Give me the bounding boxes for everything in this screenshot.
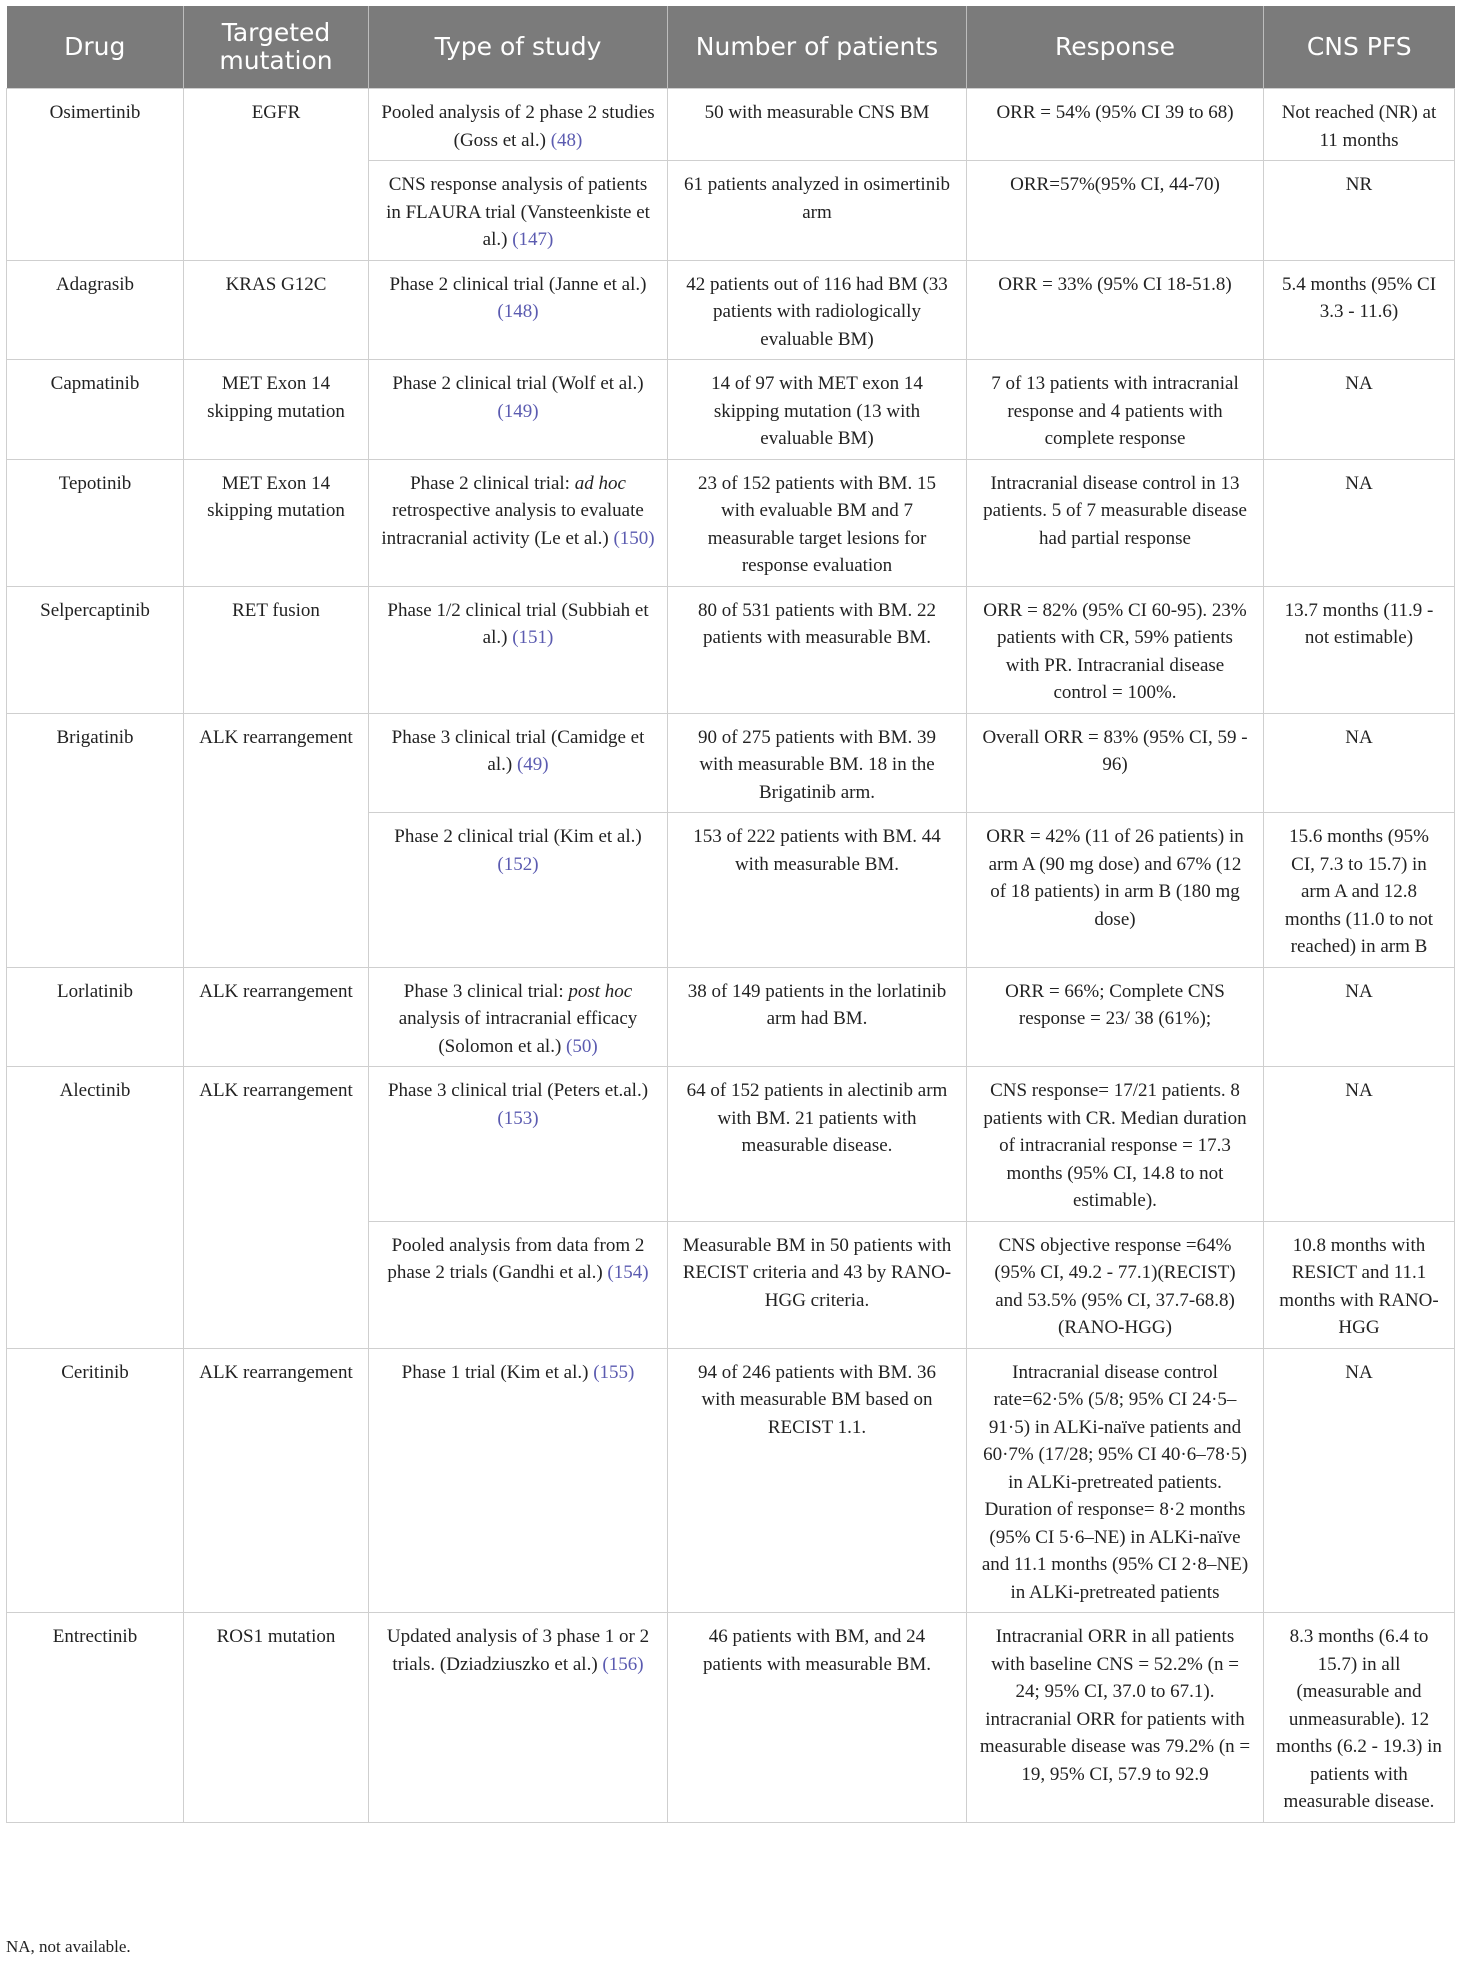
study-text: retrospective analysis to evaluate intracranial activity (Le et al.) (381, 500, 644, 549)
cell-study (369, 1221, 668, 1348)
cell-patients: 153 of 222 patients with BM. 44 with measurable BM. (668, 813, 967, 968)
cell-drug: Tepotinib (7, 459, 184, 586)
cell-response: ORR = 66%; Complete CNS response = 23/ 38 (61%); (967, 967, 1264, 1067)
cell-pfs: NA (1264, 1067, 1455, 1222)
study-text: Pooled analysis from data from 2 phase 2 trials (Gandhi et al.) (387, 1234, 645, 1283)
cell-patients: 46 patients with BM, and 24 patients with measurable BM. (668, 1613, 967, 1823)
study-text: Phase 3 clinical trial: (403, 980, 569, 1002)
study-text: Phase 3 clinical trial (Peters et.al.) (387, 1080, 649, 1101)
study-text: Pooled analysis of 2 phase 2 studies (Goss et al.) (381, 102, 655, 151)
study-text: analysis of intracranial efficacy (Solomon et al.) (398, 1008, 638, 1057)
cell-pfs: NA (1264, 1348, 1455, 1613)
study-text: Phase 2 clinical trial (Wolf et al.) (392, 373, 644, 394)
cell-pfs: 13.7 months (11.9 - not estimable) (1264, 586, 1455, 713)
reference-link[interactable]: (154) (607, 1262, 649, 1283)
cell-pfs: NA (1264, 967, 1455, 1067)
reference-link[interactable]: (152) (497, 853, 539, 875)
cell-study (369, 260, 668, 360)
cell-patients: 80 of 531 patients with BM. 22 patients with measurable BM. (668, 586, 967, 713)
cell-pfs: NA (1264, 459, 1455, 586)
header-row (7, 6, 1455, 89)
cell-pfs: 5.4 months (95% CI 3.3 - 11.6) (1264, 260, 1455, 360)
table-row (7, 713, 1455, 813)
table-row (7, 459, 1455, 586)
cell-mutation: RET fusion (184, 586, 369, 713)
cell-patients: 14 of 97 with MET exon 14 skipping mutation (13 with evaluable BM) (668, 360, 967, 460)
study-text: Phase 1 trial (Kim et al.) (401, 1361, 594, 1383)
cell-mutation: ALK rearrangement (184, 1067, 369, 1349)
cell-study (369, 1348, 668, 1613)
study-text: Phase 3 clinical trial (Camidge et al.) (391, 726, 645, 775)
cell-study (369, 1067, 668, 1222)
table-row (7, 1067, 1455, 1222)
cell-mutation: ROS1 mutation (184, 1613, 369, 1823)
cell-drug: Adagrasib (7, 260, 184, 360)
cell-patients: 23 of 152 patients with BM. 15 with evaluable BM and 7 measurable target lesions for response evaluation (668, 459, 967, 586)
cell-response: Intracranial disease control in 13 patients. 5 of 7 measurable disease had partial response (967, 459, 1264, 586)
header-cns-pfs: CNS PFS (1264, 6, 1455, 89)
cell-mutation: ALK rearrangement (184, 1348, 369, 1613)
reference-link[interactable]: (156) (602, 1653, 644, 1675)
cell-drug: Selpercaptinib (7, 586, 184, 713)
cell-response: ORR = 42% (11 of 26 patients) in arm A (90 mg dose) and 67% (12 of 18 patients) in arm B (180 mg dose) (967, 813, 1264, 968)
reference-link[interactable]: (155) (593, 1361, 635, 1383)
study-text: CNS response analysis of patients in FLAURA trial (Vansteenkiste et al.) (386, 174, 650, 250)
reference-link[interactable]: (150) (613, 527, 655, 549)
header-response: Response (967, 6, 1264, 89)
cell-response: ORR=57%(95% CI, 44-70) (967, 161, 1264, 261)
cell-mutation: ALK rearrangement (184, 967, 369, 1067)
cell-response: Intracranial disease control rate=62·5% (5/8; 95% CI 24·5–91·5) in ALKi-naïve patients and 60·7% (17/28; 95% CI 40·6–78·5) in ALKi-pretreated patients. Duration of response= 8·2 months (95% CI 5·6–NE) in ALKi-naïve and 11.1 months (95% CI 2·8–NE) in ALKi-pretreated patients (967, 1348, 1264, 1613)
cell-mutation: EGFR (184, 89, 369, 261)
cell-pfs: NA (1264, 360, 1455, 460)
cell-pfs: 8.3 months (6.4 to 15.7) in all (measurable and unmeasurable). 12 months (6.2 - 19.3) in patients with measurable disease. (1264, 1613, 1455, 1823)
cell-drug: Ceritinib (7, 1348, 184, 1613)
cell-mutation: ALK rearrangement (184, 713, 369, 967)
cell-response: ORR = 33% (95% CI 18-51.8) (967, 260, 1264, 360)
cell-pfs: 10.8 months with RESICT and 11.1 months with RANO-HGG (1264, 1221, 1455, 1348)
cell-patients: 61 patients analyzed in osimertinib arm (668, 161, 967, 261)
header-drug: Drug (7, 6, 184, 89)
cell-study (369, 89, 668, 161)
header-number-of-patients: Number of patients (668, 6, 967, 89)
cell-patients: 64 of 152 patients in alectinib arm with BM. 21 patients with measurable disease. (668, 1067, 967, 1222)
table-row (7, 1613, 1455, 1823)
study-text: Updated analysis of 3 phase 1 or 2 trials. (Dziadziuszko et al.) (386, 1626, 650, 1675)
reference-link[interactable]: (49) (516, 754, 549, 775)
study-text: Phase 2 clinical trial: (410, 472, 575, 494)
cell-pfs: 15.6 months (95% CI, 7.3 to 15.7) in arm A and 12.8 months (11.0 to not reached) in arm B (1264, 813, 1455, 968)
reference-link[interactable]: (151) (512, 627, 554, 648)
table-footnote: NA, not available. (6, 1937, 131, 1956)
table-row (7, 967, 1455, 1067)
reference-link[interactable]: (48) (550, 129, 583, 151)
cell-response: CNS objective response =64% (95% CI, 49.2 - 77.1)(RECIST) and 53.5% (95% CI, 37.7-68.8) (RANO-HGG) (967, 1221, 1264, 1348)
reference-link[interactable]: (149) (497, 400, 539, 422)
cell-study (369, 967, 668, 1067)
table-row (7, 260, 1455, 360)
cell-drug: Alectinib (7, 1067, 184, 1349)
table-row (7, 360, 1455, 460)
targeted-therapy-table (6, 6, 1455, 1823)
cell-study (369, 586, 668, 713)
trial-table-container (6, 6, 1454, 1823)
cell-study (369, 813, 668, 968)
cell-study (369, 459, 668, 586)
cell-patients: Measurable BM in 50 patients with RECIST criteria and 43 by RANO-HGG criteria. (668, 1221, 967, 1348)
cell-mutation: MET Exon 14 skipping mutation (184, 459, 369, 586)
cell-patients: 42 patients out of 116 had BM (33 patients with radiologically evaluable BM) (668, 260, 967, 360)
cell-mutation: KRAS G12C (184, 260, 369, 360)
cell-drug: Capmatinib (7, 360, 184, 460)
cell-patients: 94 of 246 patients with BM. 36 with measurable BM based on RECIST 1.1. (668, 1348, 967, 1613)
study-emphasis: post hoc (568, 980, 633, 1002)
cell-drug: Osimertinib (7, 89, 184, 261)
table-row (7, 586, 1455, 713)
header-targeted-mutation: Targeted mutation (184, 6, 369, 89)
cell-response: Intracranial ORR in all patients with baseline CNS = 52.2% (n = 24; 95% CI, 37.0 to 67.1). intracranial ORR for patients with measurable disease was 79.2% (n = 19, 95% CI, 57.9 to 92.9 (967, 1613, 1264, 1823)
cell-pfs: NA (1264, 713, 1455, 813)
study-text: Phase 1/2 clinical trial (Subbiah et al.) (387, 599, 649, 648)
cell-patients: 38 of 149 patients in the lorlatinib arm had BM. (668, 967, 967, 1067)
cell-study (369, 360, 668, 460)
cell-response: ORR = 54% (95% CI 39 to 68) (967, 89, 1264, 161)
table-row (7, 89, 1455, 161)
table-row (7, 1348, 1455, 1613)
study-text: Phase 2 clinical trial (Kim et al.) (394, 826, 642, 847)
cell-study (369, 713, 668, 813)
cell-pfs: Not reached (NR) at 11 months (1264, 89, 1455, 161)
cell-response: ORR = 82% (95% CI 60-95). 23% patients with CR, 59% patients with PR. Intracranial disease control = 100%. (967, 586, 1264, 713)
header-type-of-study: Type of study (369, 6, 668, 89)
cell-drug: Lorlatinib (7, 967, 184, 1067)
cell-study (369, 161, 668, 261)
cell-drug: Entrectinib (7, 1613, 184, 1823)
cell-patients: 90 of 275 patients with BM. 39 with measurable BM. 18 in the Brigatinib arm. (668, 713, 967, 813)
reference-link[interactable]: (153) (497, 1107, 539, 1129)
cell-response: 7 of 13 patients with intracranial response and 4 patients with complete response (967, 360, 1264, 460)
reference-link[interactable]: (148) (497, 301, 539, 322)
cell-study (369, 1613, 668, 1823)
cell-mutation: MET Exon 14 skipping mutation (184, 360, 369, 460)
cell-patients: 50 with measurable CNS BM (668, 89, 967, 161)
cell-response: CNS response= 17/21 patients. 8 patients with CR. Median duration of intracranial response = 17.3 months (95% CI, 14.8 to not estimable). (967, 1067, 1264, 1222)
reference-link[interactable]: (50) (566, 1035, 598, 1057)
cell-drug: Brigatinib (7, 713, 184, 967)
cell-pfs: NR (1264, 161, 1455, 261)
cell-response: Overall ORR = 83% (95% CI, 59 - 96) (967, 713, 1264, 813)
study-text: Phase 2 clinical trial (Janne et al.) (389, 273, 647, 295)
reference-link[interactable]: (147) (512, 229, 554, 250)
study-emphasis: ad hoc (574, 472, 626, 494)
